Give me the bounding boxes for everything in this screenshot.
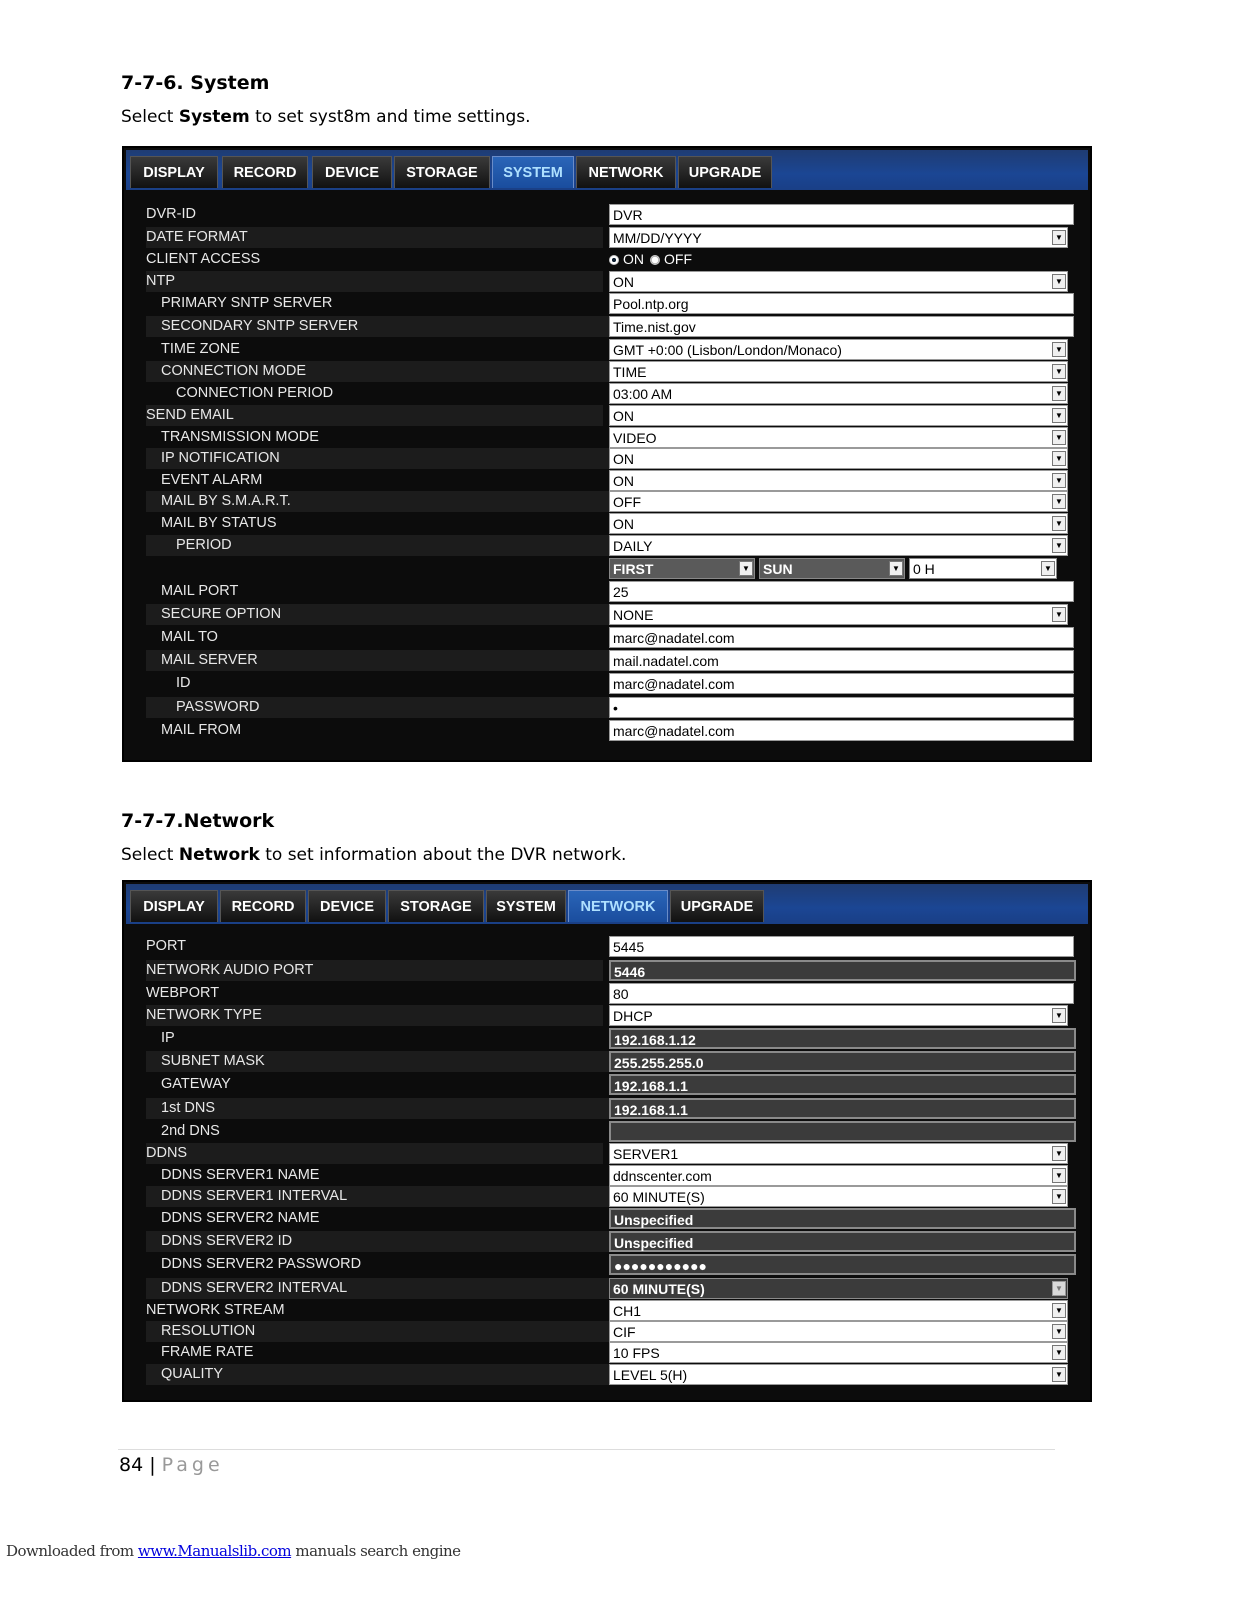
- setting-label: QUALITY: [146, 1364, 618, 1385]
- select-value: FIRST: [613, 561, 654, 577]
- setting-row-network-audio-port: [146, 960, 1076, 981]
- setting-row-id: [146, 673, 1076, 694]
- ddns-server1-interval-select[interactable]: [609, 1186, 1068, 1207]
- setting-label: DDNS: [146, 1143, 603, 1164]
- tab-network[interactable]: NETWORK: [576, 156, 676, 188]
- system-settings-panel: [122, 146, 1092, 762]
- select-value: DAILY: [613, 538, 653, 554]
- setting-row-network-type: [146, 1005, 1076, 1026]
- dropdown-arrow-icon: ▼: [1052, 386, 1066, 401]
- select-value: ddnscenter.com: [613, 1168, 712, 1184]
- gateway-input: 192.168.1.1: [609, 1074, 1076, 1095]
- select-value: SERVER1: [613, 1146, 679, 1162]
- setting-row-ddns-server2-id: [146, 1231, 1076, 1252]
- period-hour-select[interactable]: [909, 558, 1057, 579]
- setting-row-ip: [146, 1028, 1076, 1049]
- setting-row-connection-period: [146, 383, 1076, 404]
- select-value: 60 MINUTE(S): [613, 1281, 705, 1297]
- dropdown-arrow-icon: ▼: [1052, 408, 1066, 423]
- dropdown-arrow-icon: ▼: [1052, 274, 1066, 289]
- ddns-select[interactable]: [609, 1143, 1068, 1164]
- dropdown-arrow-icon: ▼: [1052, 451, 1066, 466]
- network-settings-panel: [122, 880, 1092, 1402]
- setting-row-frame-rate: [146, 1342, 1076, 1363]
- setting-label: IP NOTIFICATION: [146, 448, 618, 469]
- tab-network[interactable]: NETWORK: [568, 890, 668, 922]
- setting-label: MAIL BY S.M.A.R.T.: [146, 491, 618, 512]
- ddns-server2-id-input: Unspecified: [609, 1231, 1076, 1252]
- setting-row-blank: [146, 558, 1076, 579]
- dropdown-arrow-icon: ▼: [1052, 1146, 1066, 1161]
- mail-from-input[interactable]: marc@nadatel.com: [609, 720, 1074, 741]
- setting-row-client-access: [146, 249, 1076, 270]
- setting-label: SECONDARY SNTP SERVER: [146, 316, 618, 337]
- network-tab-bar: [126, 884, 1088, 924]
- select-value: VIDEO: [613, 430, 657, 446]
- setting-label: RESOLUTION: [146, 1321, 618, 1342]
- quality-select[interactable]: [609, 1364, 1068, 1385]
- client-access-off-radio-label: OFF: [664, 251, 692, 267]
- ip-input: 192.168.1.12: [609, 1028, 1076, 1049]
- setting-row-mail-port: [146, 581, 1076, 602]
- footer-divider: [118, 1449, 1055, 1450]
- select-value: TIME: [613, 364, 647, 380]
- setting-row-secure-option: [146, 604, 1076, 625]
- setting-label: DDNS SERVER2 NAME: [161, 1210, 320, 1226]
- tab-system[interactable]: SYSTEM: [486, 890, 566, 922]
- select-value: ON: [613, 473, 634, 489]
- setting-label: ID: [176, 675, 191, 691]
- network-section-heading: 7-7-7.Network: [121, 810, 275, 832]
- setting-row-password: [146, 697, 1076, 718]
- setting-label: [146, 558, 603, 579]
- dropdown-arrow-icon: ▼: [1052, 364, 1066, 379]
- dropdown-arrow-icon: ▼: [1052, 1281, 1066, 1296]
- setting-label: GATEWAY: [161, 1076, 231, 1092]
- 1st-dns-input: 192.168.1.1: [609, 1098, 1076, 1119]
- setting-label: MAIL SERVER: [146, 650, 618, 671]
- setting-label: MAIL PORT: [161, 583, 239, 599]
- port-input[interactable]: 5445: [609, 936, 1074, 957]
- webport-input[interactable]: 80: [609, 983, 1074, 1004]
- network-stream-select[interactable]: [609, 1300, 1068, 1321]
- dropdown-arrow-icon: ▼: [1052, 1345, 1066, 1360]
- select-value: ON: [613, 274, 634, 290]
- system-tab-bar: [126, 150, 1088, 190]
- dropdown-arrow-icon: ▼: [1052, 1168, 1066, 1183]
- setting-row-ntp: [146, 271, 1076, 292]
- dropdown-arrow-icon: ▼: [1052, 1324, 1066, 1339]
- setting-row-mail-by-status: [146, 513, 1076, 534]
- setting-row-mail-from: [146, 720, 1076, 741]
- period-day-select[interactable]: [759, 558, 905, 579]
- setting-row-ip-notification: [146, 448, 1076, 469]
- primary-sntp-server-input[interactable]: Pool.ntp.org: [609, 293, 1074, 314]
- setting-label: 2nd DNS: [161, 1123, 220, 1139]
- setting-row-mail-by-s-m-a-r-t: [146, 491, 1076, 512]
- tab-display[interactable]: DISPLAY: [130, 156, 218, 188]
- setting-label: NETWORK AUDIO PORT: [146, 960, 603, 981]
- setting-row-ddns: [146, 1143, 1076, 1164]
- setting-label: TRANSMISSION MODE: [161, 429, 319, 445]
- setting-row-subnet-mask: [146, 1051, 1076, 1072]
- setting-label: MAIL FROM: [161, 722, 242, 738]
- tab-system[interactable]: SYSTEM: [492, 156, 574, 188]
- select-value: GMT +0:00 (Lisbon/London/Monaco): [613, 342, 842, 358]
- tab-storage[interactable]: STORAGE: [394, 156, 490, 188]
- setting-label: DATE FORMAT: [146, 227, 603, 248]
- setting-row-ddns-server1-name: [146, 1165, 1076, 1186]
- dropdown-arrow-icon: ▼: [1052, 1189, 1066, 1204]
- tab-storage[interactable]: STORAGE: [388, 890, 484, 922]
- network-audio-port-input: 5446: [609, 960, 1076, 981]
- select-value: DHCP: [613, 1008, 653, 1024]
- setting-label: DDNS SERVER2 ID: [146, 1231, 618, 1252]
- setting-row-connection-mode: [146, 361, 1076, 382]
- tab-upgrade[interactable]: UPGRADE: [678, 156, 772, 188]
- select-value: CH1: [613, 1303, 642, 1319]
- password-input[interactable]: •: [609, 697, 1074, 718]
- id-input[interactable]: marc@nadatel.com: [609, 673, 1074, 694]
- dropdown-arrow-icon: ▼: [1052, 342, 1066, 357]
- dropdown-arrow-icon: ▼: [1052, 516, 1066, 531]
- dropdown-arrow-icon: ▼: [1052, 1303, 1066, 1318]
- period-week-select[interactable]: [609, 558, 755, 579]
- setting-label: SECURE OPTION: [146, 604, 618, 625]
- setting-row-webport: [146, 983, 1076, 1004]
- ddns-server2-password-input: ●●●●●●●●●●●: [609, 1254, 1076, 1275]
- network-section-intro: Select Network to set information about the DVR network.: [121, 845, 627, 865]
- mail-server-input[interactable]: mail.nadatel.com: [609, 650, 1074, 671]
- mail-port-input[interactable]: 25: [609, 581, 1074, 602]
- setting-row-port: [146, 936, 1076, 957]
- select-value: LEVEL 5(H): [613, 1367, 688, 1383]
- setting-row-event-alarm: [146, 470, 1076, 491]
- select-value: 03:00 AM: [613, 386, 673, 402]
- mail-by-s-m-a-r-t-select[interactable]: [609, 491, 1068, 512]
- connection-mode-select[interactable]: [609, 361, 1068, 382]
- tab-upgrade[interactable]: UPGRADE: [670, 890, 764, 922]
- setting-label: DDNS SERVER1 NAME: [161, 1167, 320, 1183]
- setting-row-transmission-mode: [146, 427, 1076, 448]
- setting-row-network-stream: [146, 1300, 1076, 1321]
- client-access-on-radio-label: ON: [623, 251, 644, 267]
- ntp-select[interactable]: [609, 271, 1068, 292]
- select-value: ON: [613, 408, 634, 424]
- setting-row-ddns-server2-password: [146, 1254, 1076, 1275]
- dropdown-arrow-icon: ▼: [889, 561, 903, 576]
- client-access-off-radio-icon[interactable]: [650, 255, 660, 265]
- setting-label: PASSWORD: [146, 697, 633, 718]
- setting-label: CLIENT ACCESS: [146, 251, 261, 267]
- setting-row-quality: [146, 1364, 1076, 1385]
- select-value: NONE: [613, 607, 654, 623]
- setting-label: PORT: [146, 938, 187, 954]
- dropdown-arrow-icon: ▼: [1052, 538, 1066, 553]
- tab-record[interactable]: RECORD: [222, 156, 308, 188]
- setting-label: DVR-ID: [146, 206, 196, 222]
- mail-by-status-select[interactable]: [609, 513, 1068, 534]
- event-alarm-select[interactable]: [609, 470, 1068, 491]
- date-format-select[interactable]: [609, 227, 1068, 248]
- setting-label: NETWORK TYPE: [146, 1005, 603, 1026]
- frame-rate-select[interactable]: [609, 1342, 1068, 1363]
- select-value: ON: [613, 451, 634, 467]
- setting-label: MAIL BY STATUS: [161, 515, 277, 531]
- tab-record[interactable]: RECORD: [220, 890, 306, 922]
- download-credit: Downloaded from www.Manualslib.com manuals search engine: [6, 1542, 461, 1560]
- tab-device[interactable]: DEVICE: [312, 156, 392, 188]
- setting-row-2nd-dns: [146, 1121, 1076, 1142]
- page-number: 84 | Page: [119, 1454, 224, 1476]
- dropdown-arrow-icon: ▼: [1052, 494, 1066, 509]
- manualslib-link[interactable]: www.Manualslib.com: [137, 1542, 292, 1560]
- send-email-select[interactable]: [609, 405, 1068, 426]
- setting-label: CONNECTION PERIOD: [176, 385, 334, 401]
- setting-label: IP: [161, 1030, 175, 1046]
- secondary-sntp-server-input[interactable]: Time.nist.gov: [609, 316, 1074, 337]
- time-zone-select[interactable]: [609, 339, 1068, 360]
- setting-label: NTP: [146, 271, 603, 292]
- setting-label: SUBNET MASK: [146, 1051, 618, 1072]
- dvr-id-input[interactable]: DVR: [609, 204, 1074, 225]
- setting-row-time-zone: [146, 339, 1076, 360]
- dropdown-arrow-icon: ▼: [1052, 607, 1066, 622]
- system-section-heading: 7-7-6. System: [121, 72, 270, 94]
- select-value: 10 FPS: [613, 1345, 660, 1361]
- setting-row-ddns-server1-interval: [146, 1186, 1076, 1207]
- select-value: 0 H: [913, 561, 935, 577]
- dropdown-arrow-icon: ▼: [1041, 561, 1055, 576]
- mail-to-input[interactable]: marc@nadatel.com: [609, 627, 1074, 648]
- resolution-select[interactable]: [609, 1321, 1068, 1342]
- setting-label: PERIOD: [146, 535, 633, 556]
- tab-display[interactable]: DISPLAY: [130, 890, 218, 922]
- subnet-mask-input: 255.255.255.0: [609, 1051, 1076, 1072]
- setting-row-1st-dns: [146, 1098, 1076, 1119]
- setting-label: 1st DNS: [146, 1098, 618, 1119]
- setting-row-period: [146, 535, 1076, 556]
- system-section-intro: Select System to set syst8m and time settings.: [121, 107, 531, 127]
- setting-label: WEBPORT: [146, 985, 220, 1001]
- setting-row-dvr-id: [146, 204, 1076, 225]
- setting-label: EVENT ALARM: [161, 472, 263, 488]
- setting-row-resolution: [146, 1321, 1076, 1342]
- client-access-radio-group: [609, 249, 698, 270]
- network-type-select[interactable]: [609, 1005, 1068, 1026]
- setting-row-ddns-server2-name: [146, 1208, 1076, 1229]
- dropdown-arrow-icon: ▼: [1052, 1008, 1066, 1023]
- setting-row-ddns-server2-interval: [146, 1278, 1076, 1299]
- select-value: SUN: [763, 561, 793, 577]
- select-value: ON: [613, 516, 634, 532]
- dropdown-arrow-icon: ▼: [1052, 473, 1066, 488]
- setting-label: DDNS SERVER2 PASSWORD: [161, 1256, 362, 1272]
- setting-label: DDNS SERVER2 INTERVAL: [146, 1278, 618, 1299]
- dropdown-arrow-icon: ▼: [1052, 430, 1066, 445]
- dropdown-arrow-icon: ▼: [1052, 230, 1066, 245]
- transmission-mode-select[interactable]: [609, 427, 1068, 448]
- select-value: 60 MINUTE(S): [613, 1189, 705, 1205]
- setting-label: CONNECTION MODE: [146, 361, 618, 382]
- setting-label: SEND EMAIL: [146, 405, 603, 426]
- setting-row-gateway: [146, 1074, 1076, 1095]
- dropdown-arrow-icon: ▼: [1052, 1367, 1066, 1382]
- ddns-server2-interval-select: [609, 1278, 1068, 1299]
- setting-row-primary-sntp-server: [146, 293, 1076, 314]
- setting-row-secondary-sntp-server: [146, 316, 1076, 337]
- tab-device[interactable]: DEVICE: [308, 890, 386, 922]
- setting-row-send-email: [146, 405, 1076, 426]
- setting-label: DDNS SERVER1 INTERVAL: [146, 1186, 618, 1207]
- ip-notification-select[interactable]: [609, 448, 1068, 469]
- setting-label: NETWORK STREAM: [146, 1302, 285, 1318]
- select-value: OFF: [613, 494, 641, 510]
- 2nd-dns-input: [609, 1121, 1076, 1142]
- setting-label: TIME ZONE: [161, 341, 240, 357]
- setting-label: MAIL TO: [161, 629, 218, 645]
- select-value: MM/DD/YYYY: [613, 230, 702, 246]
- select-value: CIF: [613, 1324, 636, 1340]
- setting-row-date-format: [146, 227, 1076, 248]
- setting-label: PRIMARY SNTP SERVER: [161, 295, 333, 311]
- setting-label: FRAME RATE: [161, 1344, 254, 1360]
- secure-option-select[interactable]: [609, 604, 1068, 625]
- client-access-on-radio-icon[interactable]: [609, 255, 619, 265]
- ddns-server2-name-input: Unspecified: [609, 1208, 1076, 1229]
- setting-row-mail-to: [146, 627, 1076, 648]
- setting-row-mail-server: [146, 650, 1076, 671]
- period-select[interactable]: [609, 535, 1068, 556]
- ddns-server1-name-select[interactable]: [609, 1165, 1068, 1186]
- dropdown-arrow-icon: ▼: [739, 561, 753, 576]
- connection-period-select[interactable]: [609, 383, 1068, 404]
